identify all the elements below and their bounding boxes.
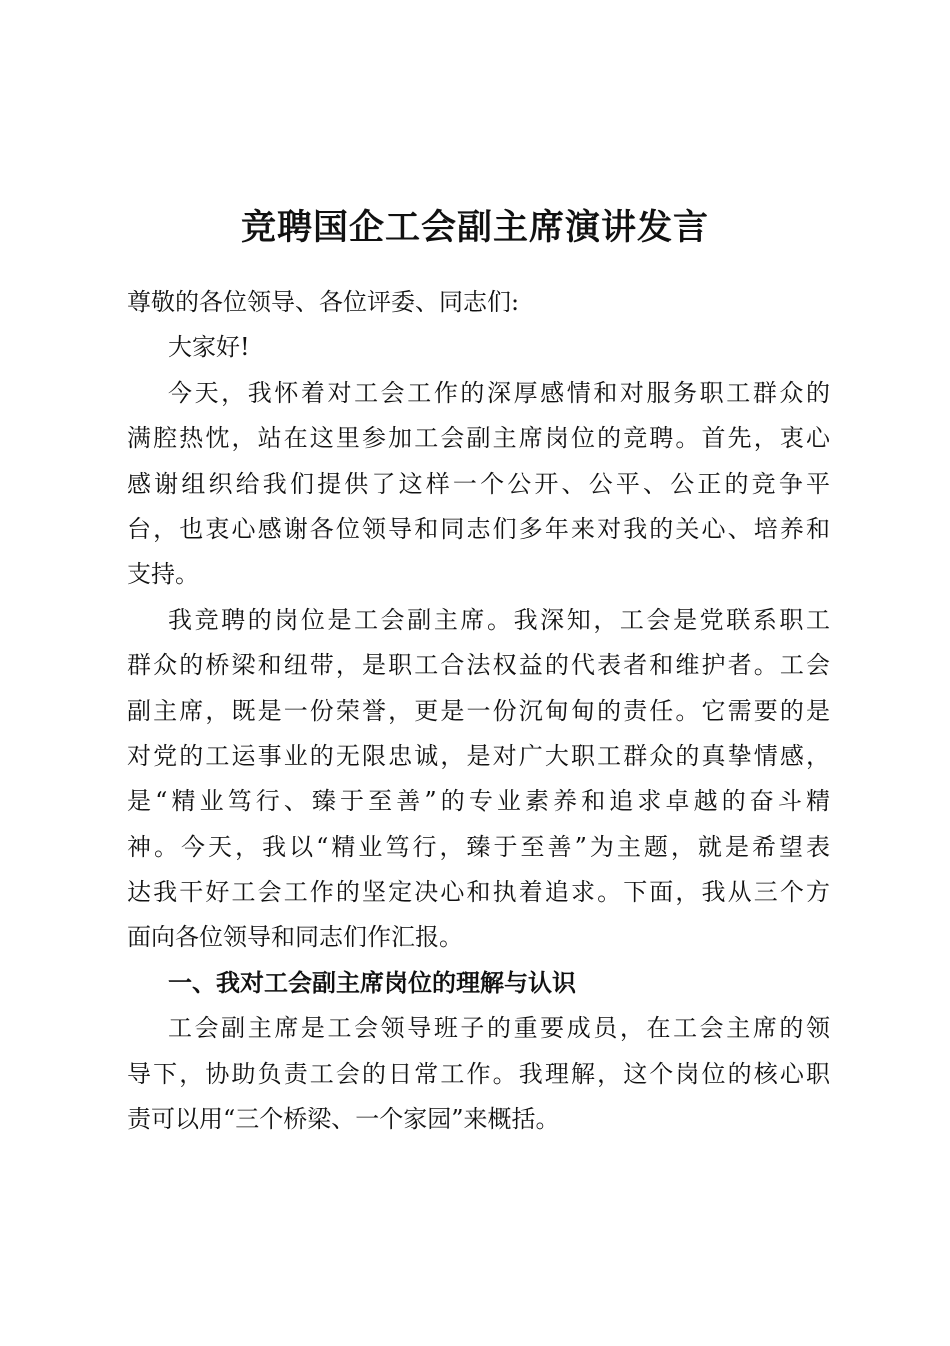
paragraph-line: 面向各位领导和同志们作汇报。	[127, 923, 463, 952]
document-title: 竞聘国企工会副主席演讲发言	[240, 208, 709, 248]
paragraph-line: 达我干好工会工作的坚定决心和执着追求。下面，我从三个方	[127, 878, 830, 907]
paragraph-line: 群众的桥梁和纽带，是职工合法权益的代表者和维护者。工会	[127, 651, 830, 680]
paragraph-line: 台，也衷心感谢各位领导和同志们多年来对我的关心、培养和	[127, 514, 830, 543]
paragraph-line: 支持。	[127, 560, 199, 589]
paragraph-line: 是“精业笃行、臻于至善”的专业素养和追求卓越的奋斗精	[127, 787, 830, 816]
paragraph-line: 对党的工运事业的无限忠诚，是对广大职工群众的真挚情感，	[127, 741, 830, 770]
salutation: 尊敬的各位领导、各位评委、同志们:	[127, 288, 520, 316]
greeting: 大家好!	[168, 333, 250, 362]
paragraph-line: 我竞聘的岗位是工会副主席。我深知，工会是党联系职工	[168, 605, 830, 634]
paragraph-line: 导下，协助负责工会的日常工作。我理解，这个岗位的核心职	[127, 1059, 830, 1088]
section-heading: 一、我对工会副主席岗位的理解与认识	[168, 968, 576, 997]
paragraph-line: 神。今天，我以“精业笃行，臻于至善”为主题，就是希望表	[127, 832, 830, 861]
paragraph-line: 感谢组织给我们提供了这样一个公开、公平、公正的竞争平	[127, 469, 830, 498]
paragraph-line: 今天，我怀着对工会工作的深厚感情和对服务职工群众的	[168, 378, 830, 407]
paragraph-line: 满腔热忱，站在这里参加工会副主席岗位的竞聘。首先，衷心	[127, 424, 830, 453]
paragraph-line: 责可以用“三个桥梁、一个家园”来概括。	[127, 1105, 560, 1134]
document-body	[127, 280, 830, 1142]
paragraph-line: 工会副主席是工会领导班子的重要成员，在工会主席的领	[168, 1014, 830, 1043]
paragraph-line: 副主席，既是一份荣誉，更是一份沉甸甸的责任。它需要的是	[127, 696, 830, 725]
